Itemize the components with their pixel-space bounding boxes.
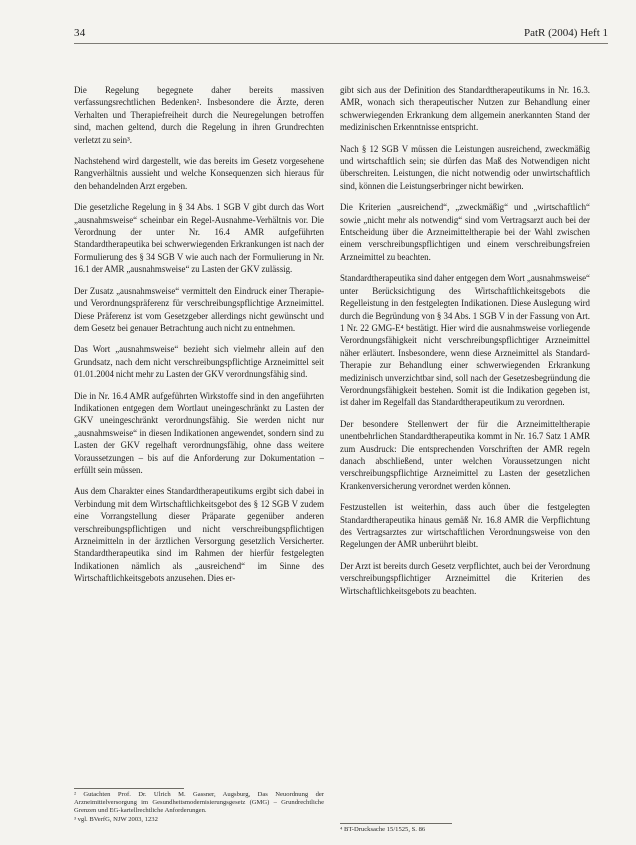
paragraph: Der Zusatz „ausnahmsweise“ vermittelt den Eindruck einer Therapie- und Verordnungspräferenz für verschreibungspflichtige Arzneimittel. Diese Präferenz ist vom Gesetzgeber allerdings nicht gewünscht und dem Gesetz bei genauer Betrachtung auch nicht zu entnehmen.	[74, 285, 324, 333]
paragraph: Der Arzt ist bereits durch Gesetz verpflichtet, auch bei der Verordnung verschreibungspflichtiger Arzneimittel die Kriterien des Wirtschaftlichkeitsgebots zu beachten.	[340, 560, 590, 596]
footnote-rule	[74, 788, 184, 789]
page-number: 34	[74, 27, 86, 39]
paragraph: Standardtherapeutika sind daher entgegen dem Wort „ausnahmsweise“ unter Berücksichtigung des Wirtschaftlichkeitsgebots die Regelleistung in den festgelegten Indikationen. Diese Auslegung wird durch die Begründung von § 34 Abs. 1 SGB V in der Fassung von Art. 1 Nr. 22 GMG-E⁴ bestätigt. Hier wird die ausnahmsweise vorliegende Verordnungsfähigkeit nicht verschreibungspflichtiger Arzneimittel näher erläutert. Insbesondere, wenn diese Arzneimittel als Standard-Therapie zur Behandlung einer schwerwiegenden Erkrankung medizinisch unverzichtbar sind, soll nach der Gesetzesbegründung die Verordnungsfähigkeit bestehen. Somit ist die Indikation gegeben ist, ist daher im Regelfall das Standardtherapeutikum zu verordnen.	[340, 273, 590, 408]
paragraph: Nachstehend wird dargestellt, wie das bereits im Gesetz vorgesehene Rangverhältnis aussieht und welche Konsequenzen sich hieraus für den behandelnden Arzt ergeben.	[74, 156, 324, 191]
paragraph: Das Wort „ausnahmsweise“ bezieht sich vielmehr allein auf den Grundsatz, nach dem nicht verschreibungspflichtige Arzneimittel seit 01.01.2004 nicht mehr zu Lasten der GKV verordnungsfähig sind.	[74, 344, 324, 380]
paragraph: Der besondere Stellenwert der für die Arzneimitteltherapie unentbehrlichen Standardtherapeutika kommt in Nr. 16.7 Satz 1 AMR zum Ausdruck: Die entsprechenden Vorschriften der AMR regeln danach abschließend, unter welchen Voraussetzungen nicht verschreibungspflichtige Arzneimittel zu Lasten der gesetzlichen Krankenversicherung verordnet werden können.	[340, 418, 590, 491]
left-column	[74, 84, 324, 594]
paragraph: gibt sich aus der Definition des Standardtherapeutikums in Nr. 16.3. AMR, wonach sich therapeutischer Nutzen zur Behandlung einer schwerwiegenden Erkrankung dem allgemein anerkannten Stand der medizinischen Erkenntnisse entspricht.	[340, 85, 590, 133]
paragraph: Die in Nr. 16.4 AMR aufgeführten Wirkstoffe sind in den angeführten Indikationen entgegen dem Wortlaut uneingeschränkt zu Lasten der GKV uneingeschränkt verordnungsfähig. Sie werden nicht nur „ausnahmsweise“ in diesen Indikationen angewendet, sondern sind zu Lasten der GKV regelhaft verordnungsfähig, ohne dass weitere Voraussetzungen – bis auf die Anforderung zur Dokumentation – erfüllt sein müssen.	[74, 390, 324, 475]
footnote: ² Gutachten Prof. Dr. Ulrich M. Gassner, Augsburg, Das Neuordnung der Arzneimittelversorgung im Gesundheitsmodernisierungsgesetz (GMG) – Grundrechtliche Grenzen und EG-kartellrechtliche Anforderungen.	[74, 791, 324, 815]
footnote: ³ vgl. BVerfG, NJW 2003, 1232	[74, 815, 158, 823]
footnote-rule	[340, 823, 452, 824]
footnotes-right	[340, 826, 590, 834]
journal-title: PatR (2004) Heft 1	[523, 27, 608, 39]
paragraph: Nach § 12 SGB V müssen die Leistungen ausreichend, zweckmäßig und wirtschaftlich sein; sie dürfen das Maß des Notwendigen nicht überschreiten. Leistungen, die nicht notwendig oder unwirtschaftlich sind, können die Leistungserbringer nicht bewirken.	[340, 143, 590, 191]
paragraph: Festzustellen ist weiterhin, dass auch über die festgelegten Standardtherapeutika hinaus gemäß Nr. 16.8 AMR die Verpflichtung des Vertragsarztes zur wirtschaftlichen Verordnungsweise von den Regelungen der AMR unberührt bleibt.	[340, 502, 590, 550]
right-column	[340, 84, 590, 606]
header-rule	[74, 43, 608, 44]
footnote: ⁴ BT-Drucksache 15/1525, S. 86	[340, 826, 426, 833]
paragraph: Die Regelung begegnete daher bereits massiven verfassungsrechtlichen Bedenken². Insbesondere die Ärzte, deren Verhalten und Therapiefreiheit durch die Neuregelungen betroffen sind, machen geltend, durch die Regelung in ihren Grundrechten verletzt zu sein³.	[74, 85, 324, 145]
paragraph: Die Kriterien „ausreichend“, „zweckmäßig“ und „wirtschaftlich“ sowie „nicht mehr als notwendig“ sind vom Vertragsarzt auch bei der Entscheidung über die Arzneimitteltherapie bei der Wahl zwischen einem verschreibungspflichtigen und einem verschreibungsfreien Arzneimittel zu beachten.	[340, 202, 590, 262]
paragraph: Aus dem Charakter eines Standardtherapeutikums ergibt sich dabei in Verbindung mit dem Wirtschaftlichkeitsgebot des § 12 SGB V zudem eine Vorrangstellung dieser Präparate gegenüber anderen verschreibungspflichtigen und nicht verschreibungspflichtigen Arzneimitteln in der ärztlichen Versorgung gesetzlich Versicherter. Standardtherapeutika sind im Rahmen der hierfür festgelegten Indikationen nämlich als „ausreichend“ im Sinne des Wirtschaftlichkeitsgebots anzusehen. Dies er-	[74, 486, 324, 584]
footnotes-left	[74, 791, 324, 824]
paragraph: Die gesetzliche Regelung in § 34 Abs. 1 SGB V gibt durch das Wort „ausnahmsweise“ scheinbar ein Regel-Ausnahme-Verhältnis vor. Die Verordnung der unter Nr. 16.4 AMR aufgeführten Standardtherapeutika bei schwerwiegenden Erkrankungen ist nach der Formulierung des § 34 SGB V wie auch nach der Formulierung in Nr. 16.1 der AMR „ausnahmsweise“ zu Lasten der GKV zulässig.	[74, 202, 324, 275]
